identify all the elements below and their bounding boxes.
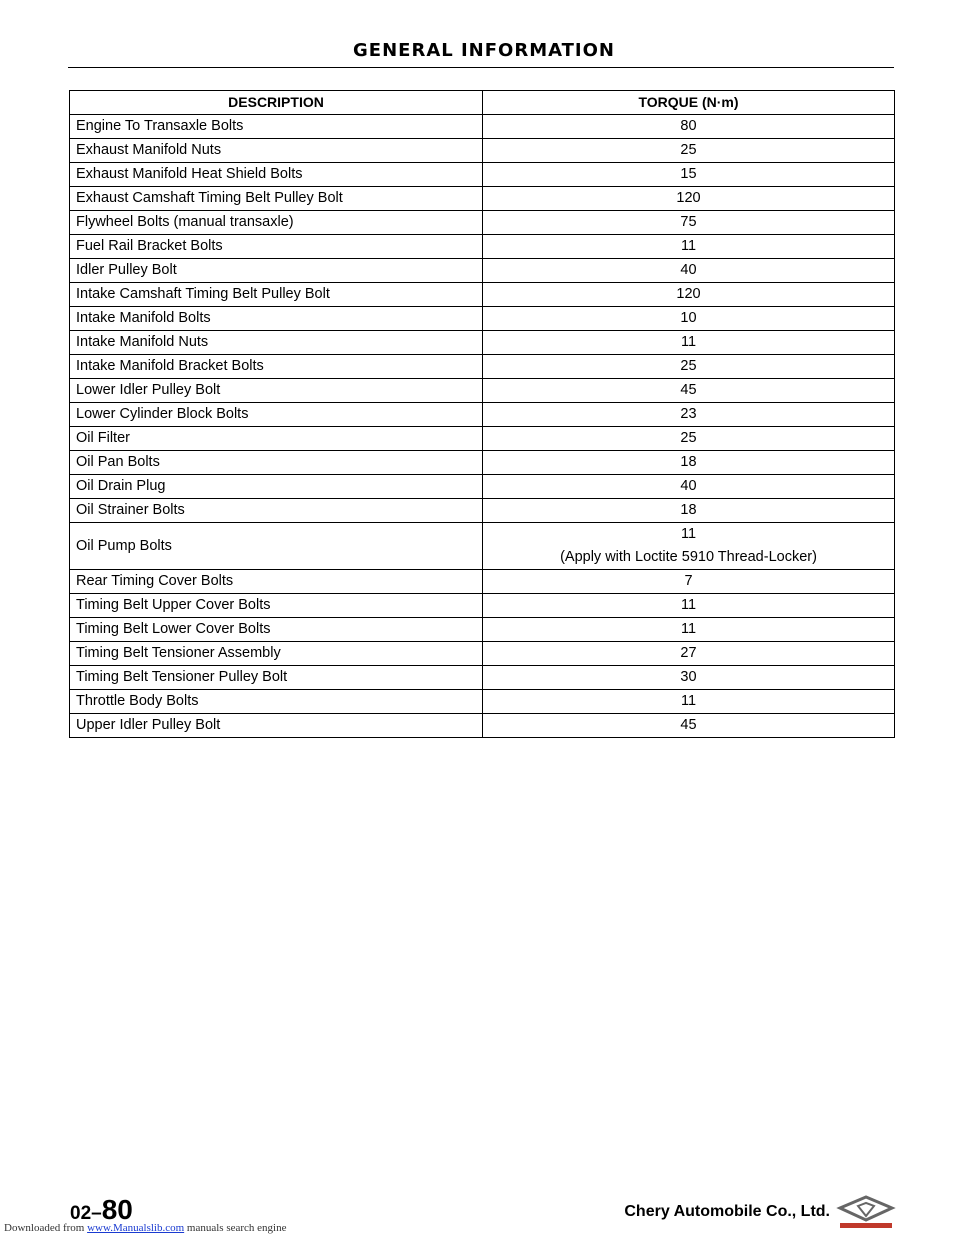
torque-value: 120 bbox=[676, 286, 701, 302]
torque-value: 40 bbox=[680, 262, 697, 278]
torque-cell bbox=[483, 594, 895, 618]
description-cell: Rear Timing Cover Bolts bbox=[70, 570, 483, 594]
torque-value: 25 bbox=[680, 430, 697, 446]
torque-value: 11 bbox=[680, 526, 697, 542]
description-cell: Oil Pump Bolts bbox=[70, 523, 483, 570]
torque-value: 11 bbox=[680, 621, 697, 637]
download-suffix: manuals search engine bbox=[184, 1222, 287, 1234]
torque-value: 18 bbox=[680, 454, 697, 470]
torque-cell bbox=[483, 115, 895, 139]
company-name: Chery Automobile Co., Ltd. bbox=[624, 1203, 830, 1220]
torque-cell bbox=[483, 499, 895, 523]
table-row bbox=[70, 523, 895, 570]
table-row bbox=[70, 451, 895, 475]
torque-value: 45 bbox=[680, 382, 697, 398]
torque-cell bbox=[483, 331, 895, 355]
table-row bbox=[70, 666, 895, 690]
table-row bbox=[70, 283, 895, 307]
torque-value: 11 bbox=[680, 238, 697, 254]
description-cell: Intake Manifold Bracket Bolts bbox=[70, 355, 483, 379]
table-row bbox=[70, 690, 895, 714]
torque-cell bbox=[483, 642, 895, 666]
table-header-row bbox=[70, 91, 895, 115]
table-row bbox=[70, 115, 895, 139]
torque-spec-table bbox=[69, 90, 895, 738]
torque-value: 45 bbox=[680, 717, 697, 733]
torque-value: 25 bbox=[680, 358, 697, 374]
description-cell: Timing Belt Tensioner Assembly bbox=[70, 642, 483, 666]
torque-value: 11 bbox=[680, 334, 697, 350]
description-cell: Idler Pulley Bolt bbox=[70, 259, 483, 283]
table-row bbox=[70, 187, 895, 211]
torque-cell bbox=[483, 235, 895, 259]
description-cell: Oil Strainer Bolts bbox=[70, 499, 483, 523]
torque-cell bbox=[483, 714, 895, 738]
torque-cell bbox=[483, 618, 895, 642]
table-row bbox=[70, 618, 895, 642]
description-cell: Throttle Body Bolts bbox=[70, 690, 483, 714]
description-cell: Exhaust Manifold Heat Shield Bolts bbox=[70, 163, 483, 187]
table-row bbox=[70, 211, 895, 235]
description-cell: Flywheel Bolts (manual transaxle) bbox=[70, 211, 483, 235]
torque-value: 40 bbox=[680, 478, 697, 494]
description-cell: Oil Drain Plug bbox=[70, 475, 483, 499]
description-cell: Exhaust Manifold Nuts bbox=[70, 139, 483, 163]
torque-cell bbox=[483, 523, 895, 570]
table-row bbox=[70, 475, 895, 499]
torque-value: 120 bbox=[676, 190, 701, 206]
table-row bbox=[70, 714, 895, 738]
page-number-value: 80 bbox=[101, 1194, 133, 1225]
description-cell: Intake Manifold Bolts bbox=[70, 307, 483, 331]
torque-value: 27 bbox=[680, 645, 697, 661]
torque-cell bbox=[483, 403, 895, 427]
download-notice bbox=[4, 1222, 286, 1234]
torque-value: 25 bbox=[680, 142, 697, 158]
table-row bbox=[70, 235, 895, 259]
table-row bbox=[70, 499, 895, 523]
column-header-description: DESCRIPTION bbox=[70, 91, 483, 115]
torque-value: 15 bbox=[680, 166, 697, 182]
torque-cell bbox=[483, 259, 895, 283]
torque-cell bbox=[483, 355, 895, 379]
torque-note: (Apply with Loctite 5910 Thread-Locker) bbox=[560, 549, 817, 565]
torque-value: 18 bbox=[680, 502, 697, 518]
manualslib-link[interactable]: www.Manualslib.com bbox=[87, 1222, 185, 1234]
table-row bbox=[70, 307, 895, 331]
download-prefix: Downloaded from bbox=[4, 1222, 88, 1234]
torque-cell bbox=[483, 475, 895, 499]
torque-cell bbox=[483, 283, 895, 307]
table-row bbox=[70, 403, 895, 427]
column-header-torque: TORQUE (N·m) bbox=[483, 91, 895, 115]
description-cell: Exhaust Camshaft Timing Belt Pulley Bolt bbox=[70, 187, 483, 211]
chery-logo-icon bbox=[836, 1194, 896, 1230]
description-cell: Fuel Rail Bracket Bolts bbox=[70, 235, 483, 259]
table-row bbox=[70, 570, 895, 594]
table-row bbox=[70, 139, 895, 163]
description-cell: Intake Camshaft Timing Belt Pulley Bolt bbox=[70, 283, 483, 307]
torque-cell bbox=[483, 139, 895, 163]
description-cell: Oil Filter bbox=[70, 427, 483, 451]
torque-value: 7 bbox=[684, 573, 693, 589]
description-cell: Engine To Transaxle Bolts bbox=[70, 115, 483, 139]
torque-value: 30 bbox=[680, 669, 697, 685]
torque-value: 80 bbox=[680, 118, 697, 134]
description-cell: Timing Belt Tensioner Pulley Bolt bbox=[70, 666, 483, 690]
torque-cell bbox=[483, 211, 895, 235]
torque-cell bbox=[483, 690, 895, 714]
table-row bbox=[70, 163, 895, 187]
torque-cell bbox=[483, 163, 895, 187]
torque-value: 10 bbox=[680, 310, 697, 326]
description-cell: Oil Pan Bolts bbox=[70, 451, 483, 475]
torque-cell bbox=[483, 666, 895, 690]
torque-value: 11 bbox=[680, 597, 697, 613]
table-row bbox=[70, 379, 895, 403]
table-row bbox=[70, 259, 895, 283]
description-cell: Timing Belt Upper Cover Bolts bbox=[70, 594, 483, 618]
header-divider bbox=[68, 67, 894, 68]
table-row bbox=[70, 427, 895, 451]
description-cell: Lower Idler Pulley Bolt bbox=[70, 379, 483, 403]
section-title: GENERAL INFORMATION bbox=[353, 40, 615, 61]
torque-cell bbox=[483, 187, 895, 211]
torque-value: 11 bbox=[680, 693, 697, 709]
torque-cell bbox=[483, 307, 895, 331]
table-row bbox=[70, 331, 895, 355]
torque-cell bbox=[483, 451, 895, 475]
page-prefix: 02– bbox=[70, 1203, 102, 1224]
description-cell: Upper Idler Pulley Bolt bbox=[70, 714, 483, 738]
torque-value: 75 bbox=[680, 214, 697, 230]
description-cell: Intake Manifold Nuts bbox=[70, 331, 483, 355]
torque-cell bbox=[483, 570, 895, 594]
table-row bbox=[70, 355, 895, 379]
table-row bbox=[70, 594, 895, 618]
torque-cell bbox=[483, 379, 895, 403]
torque-value: 23 bbox=[680, 406, 697, 422]
table-row bbox=[70, 642, 895, 666]
torque-cell bbox=[483, 427, 895, 451]
description-cell: Lower Cylinder Block Bolts bbox=[70, 403, 483, 427]
description-cell: Timing Belt Lower Cover Bolts bbox=[70, 618, 483, 642]
